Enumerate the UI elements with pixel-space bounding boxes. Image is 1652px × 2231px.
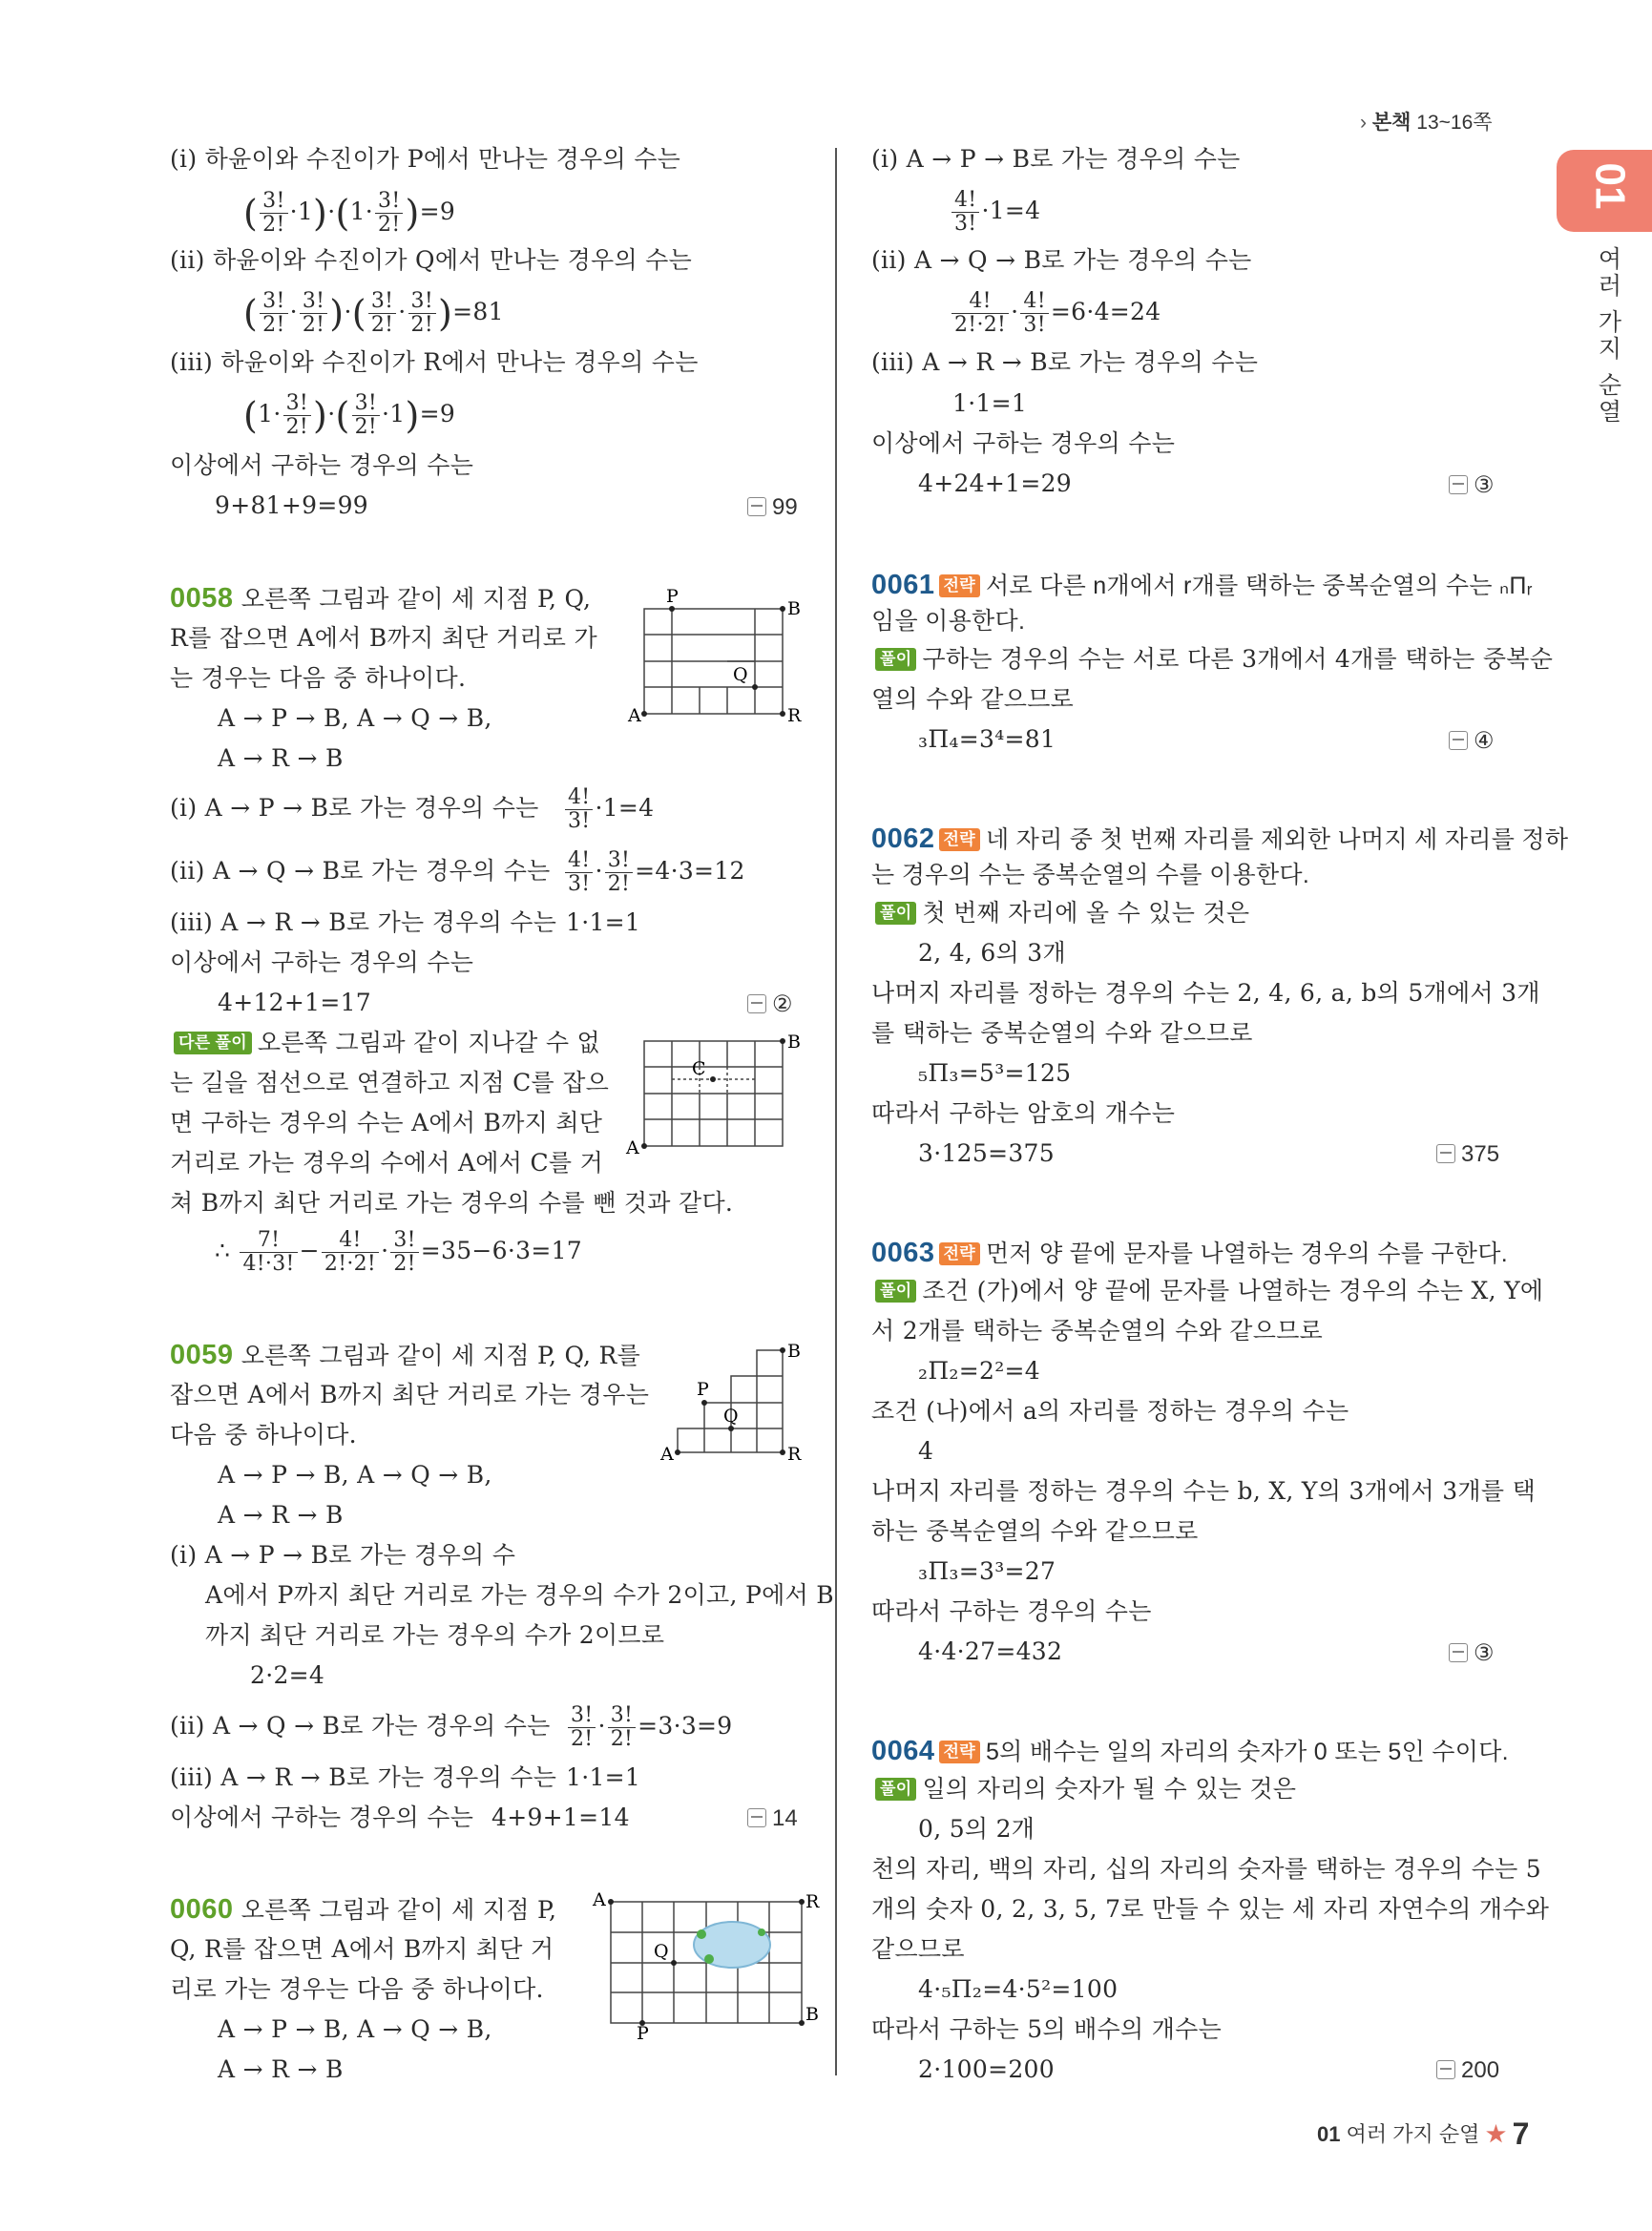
text: 구하는 경우의 수는 서로 다른 3개에서 4개를 택하는 중복순 xyxy=(922,645,1554,673)
math-line: ₃Π₃=3³=27 xyxy=(918,1557,1056,1585)
frac-num: 3! xyxy=(260,190,287,214)
label-Q: Q xyxy=(723,1406,739,1427)
chevron-right-icon: › xyxy=(1360,112,1367,134)
text-line: 는 길을 점선으로 연결하고 지점 C를 잡으 xyxy=(170,1069,610,1096)
math-line xyxy=(950,185,1040,237)
text-line: A → P → B, A → Q → B, xyxy=(218,1461,492,1489)
answer-icon xyxy=(1436,2060,1455,2079)
problem-header xyxy=(871,1737,1509,1766)
answer xyxy=(747,494,798,521)
math-line: 4 xyxy=(918,1437,934,1465)
math-text: =9 xyxy=(419,400,456,427)
text-line: R를 잡으면 A에서 B까지 최단 거리로 가 xyxy=(170,624,597,652)
text-line: 따라서 구하는 경우의 수는 xyxy=(871,1597,1152,1625)
answer xyxy=(747,990,793,1018)
text-line: 이상에서 구하는 경우의 수는 xyxy=(170,1804,474,1831)
text-line: 는 경우는 다음 중 하나이다. xyxy=(170,664,467,692)
page-reference xyxy=(1360,107,1493,136)
frac-num: 3! xyxy=(300,290,327,314)
math-line xyxy=(566,1700,733,1752)
ref-pages: 13~16쪽 xyxy=(1416,112,1493,134)
text-line: 하는 중복순열의 수와 같으므로 xyxy=(871,1517,1199,1545)
problem-number: 0061 xyxy=(871,570,935,600)
frac-den: 2! xyxy=(370,313,394,337)
math-text: =9 xyxy=(419,198,456,225)
math-text: · xyxy=(595,857,603,885)
frac-num: 3! xyxy=(568,1704,596,1728)
text-line: 천의 자리, 백의 자리, 십의 자리의 숫자를 택하는 경우의 수는 5 xyxy=(871,1855,1541,1883)
label-A: A xyxy=(626,1137,639,1158)
problem-number: 0058 xyxy=(170,583,234,614)
math-text: · xyxy=(1011,298,1019,325)
label-P: P xyxy=(666,586,679,607)
math-text: ·1 xyxy=(289,198,314,225)
text-line: (i) 하윤이와 수진이가 P에서 만나는 경우의 수는 xyxy=(170,145,681,173)
text-line: 까지 최단 거리로 가는 경우의 수가 2이므로 xyxy=(205,1621,665,1649)
math-line: ₅Π₃=5³=125 xyxy=(918,1059,1072,1087)
frac-den: 2! xyxy=(285,415,309,439)
text-line: A에서 P까지 최단 거리로 가는 경우의 수가 2이고, P에서 B xyxy=(205,1581,834,1609)
math-line xyxy=(950,286,1161,338)
problem-header xyxy=(871,824,1568,854)
strategy-text: 임을 이용한다. xyxy=(871,608,1026,635)
math-text: ·1 xyxy=(382,400,406,427)
text-line: 나머지 자리를 정하는 경우의 수는 b, X, Y의 3개에서 3개를 택 xyxy=(871,1477,1537,1505)
frac-num: 4! xyxy=(1020,290,1048,314)
label-A: A xyxy=(593,1889,606,1910)
text-line: (i) A → P → B로 가는 경우의 수 xyxy=(170,1541,516,1569)
problem-number: 0059 xyxy=(170,1340,234,1370)
frac-num: 3! xyxy=(608,1704,636,1728)
strategy-text: 5의 배수는 일의 자리의 숫자가 0 또는 5인 수이다. xyxy=(985,1739,1509,1765)
problem-header xyxy=(871,571,1533,600)
text-line: (iii) A → R → B로 가는 경우의 수는 xyxy=(871,348,1259,376)
page-footer xyxy=(1317,2116,1529,2152)
text-line: (i) A → P → B로 가는 경우의 수는 xyxy=(871,145,1241,173)
text-line: A → P → B, A → Q → B, xyxy=(218,704,492,732)
frac-num: 3! xyxy=(260,290,287,314)
math-text: · xyxy=(597,1712,606,1740)
math-line xyxy=(563,782,654,834)
math-line: 9+81+9=99 xyxy=(215,491,368,519)
frac-den: 2! xyxy=(262,213,285,237)
frac-num: 3! xyxy=(352,392,380,416)
text: 조건 (가)에서 양 끝에 문자를 나열하는 경우의 수는 X, Y에 xyxy=(922,1277,1544,1304)
text-line: 이상에서 구하는 경우의 수는 xyxy=(871,429,1176,457)
answer-value: ③ xyxy=(1474,1640,1495,1666)
math-line: 4+9+1=14 xyxy=(491,1804,630,1831)
column-divider xyxy=(835,148,837,2075)
frac-num: 4! xyxy=(951,290,1009,314)
frac-num: 7! xyxy=(240,1229,297,1253)
frac-num: 4! xyxy=(565,849,593,873)
label-P: P xyxy=(637,2023,649,2044)
label-P: P xyxy=(697,1379,709,1400)
math-text: =4·3=12 xyxy=(635,857,745,885)
frac-den: 2! xyxy=(571,1727,594,1751)
math-line: ( $\frac{3!}{2!}$ ·1)·(1· $\frac{3!}{2!}$ )=9 xyxy=(243,189,456,237)
math-text: ·1=4 xyxy=(981,197,1041,224)
text-line: 개의 숫자 0, 2, 3, 5, 7로 만들 수 있는 세 자리 자연수의 개수와 xyxy=(871,1895,1550,1923)
answer-value: 14 xyxy=(772,1805,798,1831)
frac-num: 4! xyxy=(565,786,593,810)
grid-figure-0058-alt xyxy=(620,1027,811,1160)
problem-header xyxy=(871,1239,1508,1268)
answer xyxy=(1449,471,1495,499)
text-line: (ii) A → Q → B로 가는 경우의 수는 xyxy=(871,246,1252,274)
frac-den: 2!·2! xyxy=(954,313,1007,337)
answer xyxy=(1436,1141,1499,1168)
text-line: 따라서 구하는 암호의 개수는 xyxy=(871,1099,1176,1127)
text-line: 같으므로 xyxy=(871,1935,965,1963)
math-text: 1· xyxy=(258,400,282,427)
math-text: · xyxy=(381,1237,389,1264)
problem-number: 0060 xyxy=(170,1894,234,1925)
math-line: 1·1=1 xyxy=(566,1763,641,1791)
text: 오른쪽 그림과 같이 세 지점 P, Q, xyxy=(240,585,592,613)
frac-den: 4!·3! xyxy=(242,1252,295,1276)
text-line xyxy=(871,645,1553,674)
frac-num: 3! xyxy=(283,392,311,416)
chapter-tab-title: 여러 가지 순열 xyxy=(1595,246,1621,426)
label-R: R xyxy=(805,1891,820,1912)
text-line: 열의 수와 같으므로 xyxy=(871,685,1075,713)
answer-value: ④ xyxy=(1474,728,1495,754)
math-line: (1· $\frac{3!}{2!}$ )·( $\frac{3!}{2!}$ ·1)=9 xyxy=(243,391,456,439)
math-text: 1· xyxy=(349,198,374,225)
label-R: R xyxy=(787,1444,802,1465)
text-line xyxy=(871,899,1249,928)
strategy-tag: 전략 xyxy=(939,1242,980,1265)
text-line: 거리로 가는 경우의 수에서 A에서 C를 거 xyxy=(170,1149,604,1177)
math-line: ( $\frac{3!}{2!}$ · $\frac{3!}{2!}$ )·( $\frac{3!}{2!}$ · $\frac{3!}{2!}$ )=81 xyxy=(243,289,504,337)
text-line: (ii) 하윤이와 수진이가 Q에서 만나는 경우의 수는 xyxy=(170,246,693,274)
math-text: =35−6·3=17 xyxy=(420,1237,582,1264)
math-line: 2·100=200 xyxy=(918,2055,1055,2083)
chapter-tab-number: 01 xyxy=(1586,162,1634,210)
label-B: B xyxy=(787,1032,801,1053)
label-Q: Q xyxy=(654,1941,669,1962)
ref-label: 본책 xyxy=(1371,112,1412,134)
frac-den: 2! xyxy=(393,1252,416,1276)
math-line: ₃Π₄=3⁴=81 xyxy=(918,725,1056,753)
fraction xyxy=(375,190,403,237)
label-C: C xyxy=(692,1058,706,1079)
solution-tag: 풀이 xyxy=(875,1778,916,1801)
math-text: =81 xyxy=(452,298,504,325)
strategy-tag: 전략 xyxy=(939,828,980,851)
answer-icon xyxy=(1449,1643,1468,1662)
answer-value: ② xyxy=(772,991,793,1017)
math-line: 0, 5의 2개 xyxy=(918,1815,1035,1843)
answer-icon xyxy=(747,994,766,1013)
answer xyxy=(1436,2057,1499,2084)
strategy-tag: 전략 xyxy=(939,1741,980,1763)
frac-num: 4! xyxy=(322,1229,379,1253)
text: 오른쪽 그림과 같이 세 지점 P, Q, R를 xyxy=(240,1342,641,1369)
strategy-text: 서로 다른 n개에서 r개를 택하는 중복순열의 수는 ₙΠᵣ xyxy=(985,573,1533,599)
text-line: A → R → B xyxy=(218,744,344,772)
answer-icon xyxy=(1449,475,1468,494)
solution-tag: 풀이 xyxy=(875,1280,916,1303)
text-line: 면 구하는 경우의 수는 A에서 B까지 최단 xyxy=(170,1109,603,1136)
frac-num: 4! xyxy=(951,189,979,213)
problem-number: 0063 xyxy=(871,1238,935,1268)
text-line: 쳐 B까지 최단 거리로 가는 경우의 수를 뺀 것과 같다. xyxy=(170,1189,734,1217)
frac-den: 2! xyxy=(302,313,325,337)
footer-chapter-title: 여러 가지 순열 xyxy=(1346,2122,1480,2146)
frac-num: 3! xyxy=(605,849,633,873)
math-line: 2, 4, 6의 3개 xyxy=(918,939,1066,967)
grid-figure-0058 xyxy=(620,580,811,726)
text-line xyxy=(170,1029,600,1057)
math-line: 4+24+1=29 xyxy=(918,469,1072,497)
strategy-text: 먼저 양 끝에 문자를 나열하는 경우의 수를 구한다. xyxy=(985,1241,1508,1267)
label-B: B xyxy=(787,1341,801,1362)
frac-num: 3! xyxy=(375,190,403,214)
text: 일의 자리의 숫자가 될 수 있는 것은 xyxy=(922,1775,1297,1803)
text-line: A → R → B xyxy=(218,1501,344,1529)
frac-den: 2! xyxy=(354,415,378,439)
answer xyxy=(1449,1639,1495,1667)
answer-icon xyxy=(747,497,766,516)
answer-value: 99 xyxy=(772,494,798,520)
frac-den: 2! xyxy=(378,213,401,237)
math-text: =3·3=9 xyxy=(638,1712,733,1740)
label-Q: Q xyxy=(733,664,748,685)
solution-tag: 풀이 xyxy=(875,902,916,925)
frac-num: 3! xyxy=(368,290,396,314)
text-line: (iii) A → R → B로 가는 경우의 수는 xyxy=(170,1763,557,1791)
label-A: A xyxy=(628,705,641,726)
text-line xyxy=(871,1277,1543,1305)
math-line: 1·1=1 xyxy=(566,908,641,936)
math-line: 3·125=375 xyxy=(918,1139,1055,1167)
frac-den: 3! xyxy=(568,809,591,833)
text: 오른쪽 그림과 같이 세 지점 P, xyxy=(240,1896,557,1924)
frac-den: 2! xyxy=(410,313,433,337)
frac-den: 2!·2! xyxy=(324,1252,377,1276)
text-line: A → P → B, A → Q → B, xyxy=(218,2015,492,2043)
math-text: =6·4=24 xyxy=(1050,298,1161,325)
answer-icon xyxy=(747,1808,766,1827)
text-line: (i) A → P → B로 가는 경우의 수는 xyxy=(170,794,539,822)
text-line: 나머지 자리를 정하는 경우의 수는 2, 4, 6, a, b의 5개에서 3개 xyxy=(871,979,1540,1007)
text-line: (ii) A → Q → B로 가는 경우의 수는 xyxy=(170,857,551,885)
label-R: R xyxy=(787,705,802,726)
problem-header xyxy=(170,1341,640,1370)
text-line: (iii) A → R → B로 가는 경우의 수는 xyxy=(170,908,557,936)
text: 첫 번째 자리에 올 수 있는 것은 xyxy=(922,899,1250,927)
label-B: B xyxy=(805,2004,819,2025)
math-text: − xyxy=(299,1237,320,1264)
math-line: 2·2=4 xyxy=(250,1661,325,1689)
frac-num: 3! xyxy=(390,1229,418,1253)
text-line: (ii) A → Q → B로 가는 경우의 수는 xyxy=(170,1712,551,1740)
math-text: ·1=4 xyxy=(595,794,655,822)
answer-value: 200 xyxy=(1461,2057,1500,2083)
text-line: 다음 중 하나이다. xyxy=(170,1421,357,1449)
grid-figure-0060 xyxy=(587,1885,820,2044)
frac-den: 3! xyxy=(1023,313,1046,337)
strategy-tag: 전략 xyxy=(939,574,980,597)
answer xyxy=(1449,727,1495,755)
problem-header xyxy=(170,584,591,614)
frac-den: 2! xyxy=(262,313,285,337)
frac-den: 3! xyxy=(568,872,591,896)
problem-number: 0062 xyxy=(871,824,935,854)
frac-den: 3! xyxy=(954,212,977,236)
text-line: (iii) 하윤이와 수진이가 R에서 만나는 경우의 수는 xyxy=(170,348,699,376)
math-line xyxy=(215,1225,582,1277)
text-line: 이상에서 구하는 경우의 수는 xyxy=(170,949,474,976)
math-line: 4·₅Π₂=4·5²=100 xyxy=(918,1975,1119,2003)
text-line xyxy=(871,1775,1296,1804)
frac-den: 2! xyxy=(610,1727,634,1751)
alt-solution-tag: 다른 풀이 xyxy=(174,1032,252,1054)
problem-number: 0064 xyxy=(871,1736,935,1766)
answer-icon xyxy=(1449,731,1468,750)
label-A: A xyxy=(660,1444,674,1465)
answer-value: 375 xyxy=(1461,1141,1500,1167)
label-B: B xyxy=(787,598,801,619)
star-icon: ★ xyxy=(1485,2122,1507,2146)
math-line: ₂Π₂=2²=4 xyxy=(918,1357,1040,1385)
frac-num: 3! xyxy=(408,290,436,314)
text-line: 리로 가는 경우는 다음 중 하나이다. xyxy=(170,1975,544,2003)
strategy-text: 는 경우의 수는 중복순열의 수를 이용한다. xyxy=(871,862,1310,888)
answer-icon xyxy=(1436,1144,1455,1163)
strategy-text: 네 자리 중 첫 번째 자리를 제외한 나머지 세 자리를 정하 xyxy=(985,826,1569,853)
therefore-symbol: ∴ xyxy=(215,1237,231,1264)
solution-tag: 풀이 xyxy=(875,648,916,671)
math-line xyxy=(563,845,745,897)
text-line: 서 2개를 택하는 중복순열의 수와 같으므로 xyxy=(871,1317,1324,1345)
math-line: 1·1=1 xyxy=(952,389,1028,417)
math-line: 4·4·27=432 xyxy=(918,1637,1063,1665)
answer xyxy=(747,1805,798,1832)
problem-header xyxy=(170,1895,556,1925)
math-line: 4+12+1=17 xyxy=(218,989,371,1016)
frac-den: 2! xyxy=(607,872,631,896)
grid-figure-0059 xyxy=(649,1336,811,1470)
text-line: 를 택하는 중복순열의 수와 같으므로 xyxy=(871,1019,1253,1047)
text-line: Q, R를 잡으면 A에서 B까지 최단 거 xyxy=(170,1935,554,1963)
text-line: 조건 (나)에서 a의 자리를 정하는 경우의 수는 xyxy=(871,1397,1349,1425)
text-line: 이상에서 구하는 경우의 수는 xyxy=(170,451,474,479)
answer-value: ③ xyxy=(1474,472,1495,498)
fraction xyxy=(260,190,287,237)
text: 오른쪽 그림과 같이 지나갈 수 없 xyxy=(257,1029,601,1056)
page-number: 7 xyxy=(1512,2116,1530,2151)
text-line: 따라서 구하는 5의 배수의 개수는 xyxy=(871,2015,1223,2043)
text-line: 잡으면 A에서 B까지 최단 거리로 가는 경우는 xyxy=(170,1381,650,1408)
footer-chapter-num: 01 xyxy=(1317,2122,1341,2146)
text-line: A → R → B xyxy=(218,2055,344,2083)
